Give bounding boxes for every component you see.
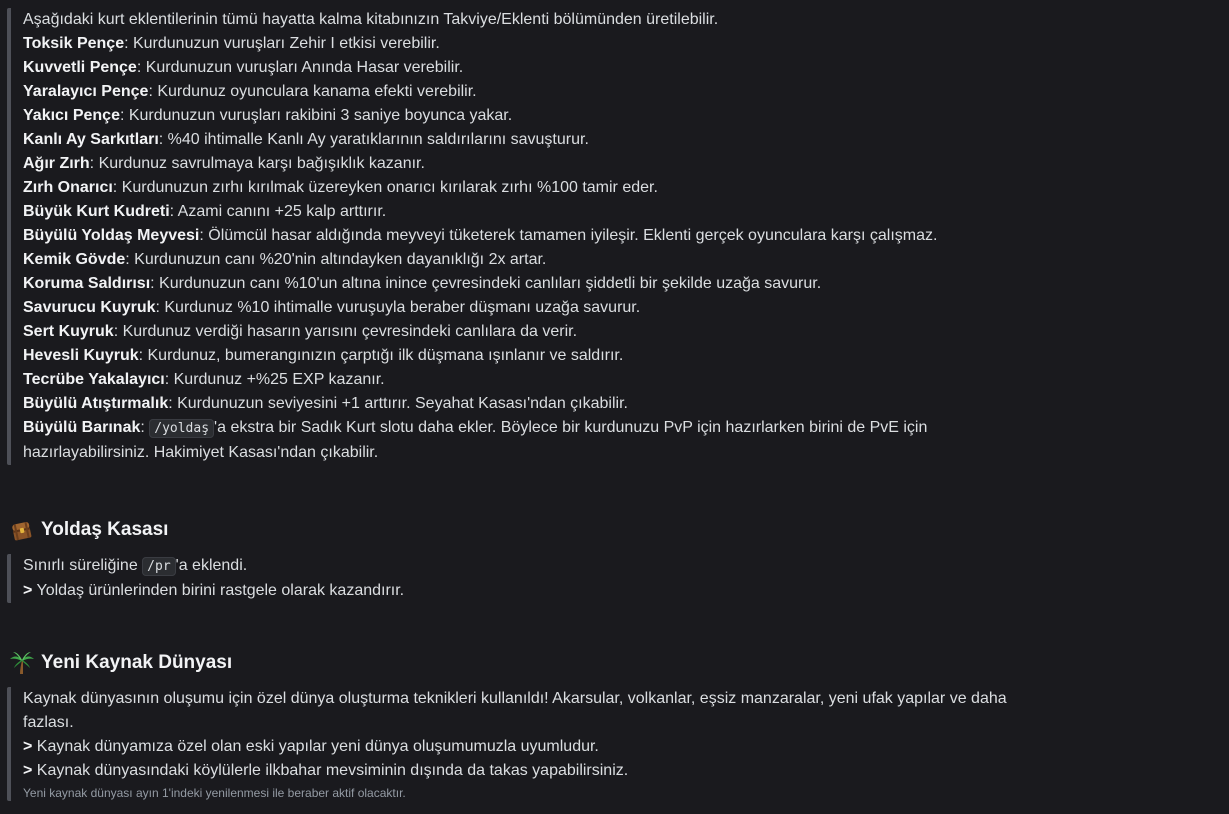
text-post: 'a eklendi. — [175, 557, 248, 574]
addon-name: Büyülü Barınak — [23, 419, 141, 436]
addon-desc: : Kurdunuz savrulmaya karşı bağışıklık kazanır. — [89, 155, 425, 172]
addon-desc: : Azami canını +25 kalp arttırır. — [169, 203, 387, 220]
addon-name: Kuvvetli Pençe — [23, 59, 137, 76]
addon-desc: : Ölümcül hasar aldığında meyveyi tüketerek tamamen iyileşir. Eklenti gerçek oyunculara karşı çalışmaz. — [199, 227, 938, 244]
addon-name: Hevesli Kuyruk — [23, 347, 139, 364]
addons-blockquote — [7, 8, 1063, 465]
addon-name: Koruma Saldırısı — [23, 275, 151, 292]
addon-desc: : %40 ihtimalle Kanlı Ay yaratıklarının saldırılarını savuşturur. — [158, 131, 589, 148]
list-item — [23, 320, 1063, 344]
addon-desc: : Kurdunuzun canı %20'nin altındayken dayanıklığı 2x artar. — [125, 251, 547, 268]
list-item — [23, 32, 1063, 56]
kaynak-paragraph: Kaynak dünyasının oluşumu için özel dünya oluşturma teknikleri kullanıldı! Akarsular, volkanlar, eşsiz manzaralar, yeni ufak yapılar ve daha fazlası. — [23, 690, 1007, 731]
addon-name: Sert Kuyruk — [23, 323, 114, 340]
yoldas-bullet — [23, 579, 1063, 603]
addon-desc-cont: hazırlayabilirsiniz. Hakimiyet Kasası'ndan çıkabilir. — [23, 444, 379, 461]
addon-desc: : Kurdunuzun vuruşları Anında Hasar verebilir. — [136, 59, 464, 76]
list-item — [23, 296, 1063, 320]
addon-name: Yaralayıcı Pençe — [23, 83, 149, 100]
list-item — [23, 80, 1063, 104]
section-title: Yoldaş Kasası — [41, 519, 169, 540]
list-item — [23, 176, 1063, 200]
addon-desc: : Kurdunuzun vuruşları rakibini 3 saniye boyunca yakar. — [119, 107, 513, 124]
addon-name: Zırh Onarıcı — [23, 179, 113, 196]
list-item — [23, 56, 1063, 80]
bullet-text: Yoldaş ürünlerinden birini rastgele olarak kazandırır. — [32, 582, 405, 599]
quote-marker: > — [23, 738, 33, 755]
yeni-kaynak-blockquote — [7, 687, 1063, 801]
addon-desc: : Kurdunuz verdiği hasarın yarısını çevresindeki canlılara da verir. — [113, 323, 578, 340]
addon-desc: : Kurdunuzun seviyesini +1 arttırır. Seyahat Kasası'ndan çıkabilir. — [168, 395, 628, 412]
addon-name: Yakıcı Pençe — [23, 107, 120, 124]
addon-desc: : Kurdunuz +%25 EXP kazanır. — [164, 371, 385, 388]
addon-desc: : Kurdunuz %10 ihtimalle vuruşuyla beraber düşmanı uzağa savurur. — [155, 299, 641, 316]
addon-name: Büyülü Atıştırmalık — [23, 395, 169, 412]
yoldas-line1 — [23, 554, 1063, 579]
list-item — [23, 344, 1063, 368]
list-item — [23, 368, 1063, 392]
quote-marker: > — [23, 762, 33, 779]
list-item — [23, 392, 1063, 416]
addon-name: Toksik Pençe — [23, 35, 125, 52]
list-item — [23, 104, 1063, 128]
addon-name: Kemik Gövde — [23, 251, 126, 268]
treasure-chest-icon — [9, 517, 35, 543]
kaynak-bullet-2 — [23, 759, 1063, 783]
addons-intro: Aşağıdaki kurt eklentilerinin tümü hayatta kalma kitabınızın Takviye/Eklenti bölümünden üretilebilir. — [23, 11, 719, 28]
section-title: Yeni Kaynak Dünyası — [41, 652, 233, 673]
addon-desc: : Kurdunuzun zırhı kırılmak üzereyken onarıcı kırılarak zırhı %100 tamir eder. — [112, 179, 658, 196]
list-item — [23, 200, 1063, 224]
bullet-text: Kaynak dünyasındaki köylülerle ilkbahar mevsiminin dışında da takas yapabilirsiniz. — [32, 762, 629, 779]
list-item — [23, 152, 1063, 176]
addon-desc: : Kurdunuz, bumerangınızın çarptığı ilk düşmana ışınlanır ve saldırır. — [138, 347, 624, 364]
list-item — [23, 416, 1063, 465]
quote-marker: > — [23, 582, 33, 599]
addon-colon: : — [140, 419, 150, 436]
list-item — [23, 272, 1063, 296]
list-item — [23, 128, 1063, 152]
addon-name: Tecrübe Yakalayıcı — [23, 371, 165, 388]
addon-desc: : Kurdunuzun canı %10'un altına inince çevresindeki canlıları şiddetli bir şekilde uzağa savurur. — [150, 275, 822, 292]
subtext-note: Yeni kaynak dünyası ayın 1'indeki yenilenmesi ile beraber aktif olacaktır. — [23, 786, 406, 800]
addon-desc: : Kurdunuzun vuruşları Zehir I etkisi verebilir. — [124, 35, 440, 52]
addon-name: Savurucu Kuyruk — [23, 299, 156, 316]
addons-list — [23, 32, 1063, 416]
text-pre: Sınırlı süreliğine — [23, 557, 143, 574]
list-item — [23, 248, 1063, 272]
addon-desc: : Kurdunuz oyunculara kanama efekti verebilir. — [148, 83, 477, 100]
addon-desc: 'a ekstra bir Sadık Kurt slotu daha ekler. Böylece bir kurdunuzu PvP için hazırlarken birini de PvE için — [214, 419, 928, 436]
addon-name: Büyük Kurt Kudreti — [23, 203, 170, 220]
section-heading-yoldas-kasasi — [9, 517, 168, 543]
kaynak-bullet-1 — [23, 735, 1063, 759]
bullet-text: Kaynak dünyamıza özel olan eski yapılar yeni dünya oluşumumuzla uyumludur. — [32, 738, 599, 755]
section-heading-yeni-kaynak-dunyasi — [9, 650, 232, 676]
palm-tree-icon — [9, 650, 35, 676]
addon-name: Büyülü Yoldaş Meyvesi — [23, 227, 200, 244]
addon-name: Kanlı Ay Sarkıtları — [23, 131, 159, 148]
list-item — [23, 224, 1063, 248]
addon-name: Ağır Zırh — [23, 155, 90, 172]
command-code-yoldas[interactable]: /yoldaş — [149, 419, 214, 438]
yoldas-kasasi-blockquote — [7, 554, 1063, 603]
command-code-pr[interactable]: /pr — [142, 557, 175, 576]
